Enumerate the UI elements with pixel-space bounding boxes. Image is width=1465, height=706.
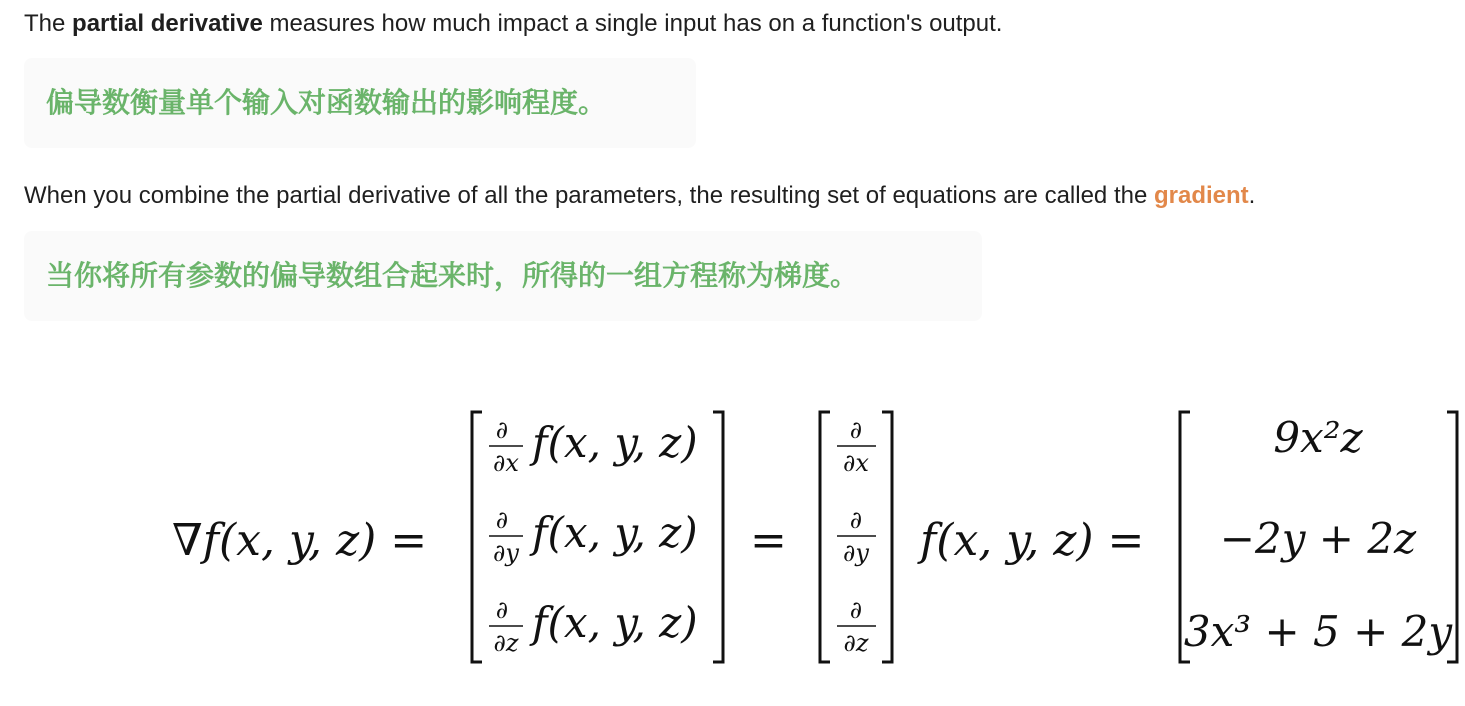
matrix1-row-1 xyxy=(489,416,698,477)
gradient-translation: 当你将所有参数的偏导数组合起来时，所得的一组方程称为梯度。 xyxy=(46,259,859,292)
intro-translation: 偏导数衡量单个输入对函数输出的影响程度。 xyxy=(46,86,607,119)
svg-text:∂z: ∂z xyxy=(843,629,869,657)
svg-text:∂y: ∂y xyxy=(843,539,869,567)
matrix1-row-3 xyxy=(489,596,698,657)
intro-translation-box xyxy=(24,58,696,148)
result-row-1: 9x²z xyxy=(1273,413,1363,462)
gradient-equation xyxy=(0,400,1465,690)
matrix1-right-bracket xyxy=(713,412,723,662)
result-row-3: 3x³ + 5 + 2y xyxy=(1183,607,1453,656)
equals-sign: = xyxy=(750,515,787,566)
gradient-translation-box xyxy=(24,231,982,321)
equation-mid-function: f(x, y, z) = xyxy=(920,515,1145,566)
svg-text:∂: ∂ xyxy=(849,416,863,444)
term-partial-derivative: partial derivative xyxy=(72,10,263,37)
intro-paragraph: The partial derivative measures how much impact a single input has on a function's output. xyxy=(24,10,1003,37)
matrix1-left-bracket xyxy=(472,412,482,662)
svg-text:∂: ∂ xyxy=(495,506,509,534)
svg-text:∂: ∂ xyxy=(849,596,863,624)
result-row-2: −2y + 2z xyxy=(1219,514,1417,563)
svg-text:f(x, y, z): f(x, y, z) xyxy=(532,418,698,467)
svg-text:f(x, y, z): f(x, y, z) xyxy=(532,598,698,647)
svg-text:∂x: ∂x xyxy=(493,449,519,477)
matrix2-row-3 xyxy=(837,596,876,657)
matrix2-row-2 xyxy=(837,506,876,567)
term-gradient: gradient xyxy=(1153,182,1249,209)
matrix2-right-bracket xyxy=(882,412,892,662)
svg-text:∂z: ∂z xyxy=(493,629,519,657)
matrix2-left-bracket xyxy=(820,412,830,662)
matrix2-row-1 xyxy=(837,416,876,477)
svg-text:∂y: ∂y xyxy=(493,539,519,567)
gradient-paragraph: When you combine the partial derivative of all the parameters, the resulting set of equations are called the gradient. xyxy=(24,182,1256,209)
svg-text:∂: ∂ xyxy=(849,506,863,534)
equation-lhs: ∇f(x, y, z) = xyxy=(172,515,428,566)
matrix1-row-2 xyxy=(489,506,698,567)
svg-text:∂x: ∂x xyxy=(843,449,869,477)
svg-text:∂: ∂ xyxy=(495,416,509,444)
svg-text:f(x, y, z): f(x, y, z) xyxy=(532,508,698,557)
svg-text:∂: ∂ xyxy=(495,596,509,624)
